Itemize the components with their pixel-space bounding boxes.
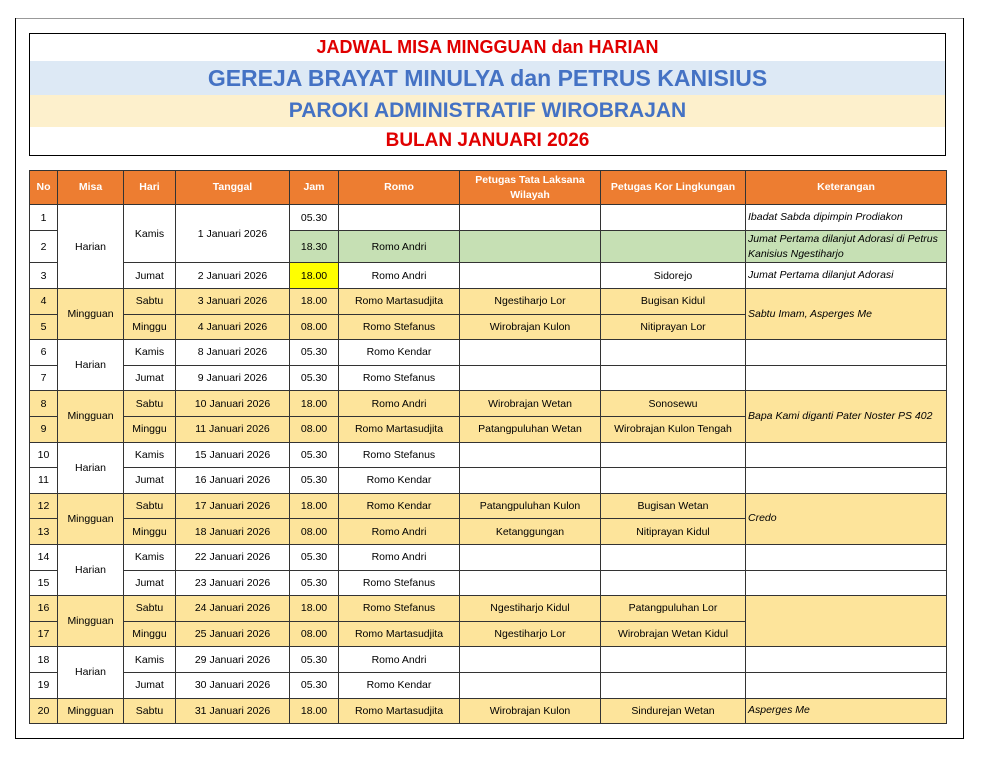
cell-kor xyxy=(601,340,746,366)
cell-ket xyxy=(746,442,947,468)
cell-jam: 05.30 xyxy=(290,570,339,596)
cell-jam: 05.30 xyxy=(290,365,339,391)
cell-tata xyxy=(460,468,601,494)
cell-tanggal: 25 Januari 2026 xyxy=(176,621,290,647)
header-kor: Petugas Kor Lingkungan xyxy=(601,171,746,205)
cell-romo xyxy=(339,205,460,231)
cell-tata: Ngestiharjo Kidul xyxy=(460,596,601,622)
header-ket: Keterangan xyxy=(746,171,947,205)
cell-hari: Jumat xyxy=(124,365,176,391)
cell-tanggal: 10 Januari 2026 xyxy=(176,391,290,417)
header-no: No xyxy=(30,171,58,205)
cell-romo: Romo Martasudjita xyxy=(339,698,460,724)
cell-kor: Sidorejo xyxy=(601,263,746,289)
cell-ket xyxy=(746,340,947,366)
cell-tata xyxy=(460,442,601,468)
cell-hari: Sabtu xyxy=(124,493,176,519)
cell-jam: 18.00 xyxy=(290,289,339,315)
cell-jam: 18.00 xyxy=(290,698,339,724)
cell-ket xyxy=(746,570,947,596)
cell-tata: Patangpuluhan Kulon xyxy=(460,493,601,519)
table-row xyxy=(30,493,947,519)
cell-tata: Wirobrajan Kulon xyxy=(460,698,601,724)
cell-hari: Sabtu xyxy=(124,698,176,724)
cell-tanggal: 1 Januari 2026 xyxy=(176,205,290,263)
cell-tata xyxy=(460,340,601,366)
cell-tata xyxy=(460,544,601,570)
cell-tanggal: 30 Januari 2026 xyxy=(176,672,290,698)
cell-romo: Romo Kendar xyxy=(339,672,460,698)
cell-tanggal: 11 Januari 2026 xyxy=(176,416,290,442)
cell-misa: Harian xyxy=(58,340,124,391)
cell-kor xyxy=(601,647,746,673)
cell-jam: 18.00 xyxy=(290,391,339,417)
cell-tata: Ketanggungan xyxy=(460,519,601,545)
table-row xyxy=(30,468,947,494)
cell-kor xyxy=(601,468,746,494)
table-row xyxy=(30,365,947,391)
cell-tanggal: 4 Januari 2026 xyxy=(176,314,290,340)
cell-kor xyxy=(601,570,746,596)
cell-tanggal: 29 Januari 2026 xyxy=(176,647,290,673)
cell-hari: Sabtu xyxy=(124,391,176,417)
cell-romo: Romo Martasudjita xyxy=(339,416,460,442)
cell-hari: Kamis xyxy=(124,205,176,263)
title-line-1: JADWAL MISA MINGGUAN dan HARIAN xyxy=(316,37,659,57)
cell-tata xyxy=(460,263,601,289)
cell-misa: Harian xyxy=(58,544,124,595)
cell-no: 2 xyxy=(30,231,58,263)
cell-jam: 18.30 xyxy=(290,231,339,263)
cell-ket xyxy=(746,672,947,698)
table-row xyxy=(30,340,947,366)
cell-jam: 05.30 xyxy=(290,468,339,494)
cell-tata xyxy=(460,231,601,263)
header-row xyxy=(30,171,947,205)
header-jam: Jam xyxy=(290,171,339,205)
cell-tata xyxy=(460,672,601,698)
table-row xyxy=(30,442,947,468)
cell-romo: Romo Andri xyxy=(339,647,460,673)
cell-no: 13 xyxy=(30,519,58,545)
title-line-3: PAROKI ADMINISTRATIF WIROBRAJAN xyxy=(30,95,945,127)
title-line-2: GEREJA BRAYAT MINULYA dan PETRUS KANISIUS xyxy=(30,61,945,95)
cell-tanggal: 17 Januari 2026 xyxy=(176,493,290,519)
cell-romo: Romo Martasudjita xyxy=(339,621,460,647)
cell-kor xyxy=(601,672,746,698)
cell-misa: Harian xyxy=(58,647,124,698)
cell-tanggal: 9 Januari 2026 xyxy=(176,365,290,391)
cell-tanggal: 16 Januari 2026 xyxy=(176,468,290,494)
cell-no: 10 xyxy=(30,442,58,468)
cell-hari: Minggu xyxy=(124,314,176,340)
cell-hari: Kamis xyxy=(124,647,176,673)
cell-tanggal: 18 Januari 2026 xyxy=(176,519,290,545)
cell-romo: Romo Andri xyxy=(339,231,460,263)
cell-hari: Kamis xyxy=(124,544,176,570)
cell-kor xyxy=(601,442,746,468)
cell-misa: Harian xyxy=(58,442,124,493)
cell-hari: Minggu xyxy=(124,519,176,545)
cell-tanggal: 3 Januari 2026 xyxy=(176,289,290,315)
cell-tata: Wirobrajan Wetan xyxy=(460,391,601,417)
header-hari: Hari xyxy=(124,171,176,205)
cell-ket xyxy=(746,596,947,647)
cell-no: 17 xyxy=(30,621,58,647)
cell-tata xyxy=(460,647,601,673)
cell-hari: Sabtu xyxy=(124,289,176,315)
table-row xyxy=(30,570,947,596)
cell-hari: Kamis xyxy=(124,340,176,366)
cell-jam: 18.00 xyxy=(290,493,339,519)
title-block xyxy=(29,33,946,156)
cell-ket: Asperges Me xyxy=(746,698,947,724)
cell-misa: Mingguan xyxy=(58,698,124,724)
cell-no: 15 xyxy=(30,570,58,596)
cell-no: 19 xyxy=(30,672,58,698)
cell-no: 16 xyxy=(30,596,58,622)
cell-misa: Mingguan xyxy=(58,289,124,340)
cell-tanggal: 8 Januari 2026 xyxy=(176,340,290,366)
cell-hari: Sabtu xyxy=(124,596,176,622)
cell-kor: Sindurejan Wetan xyxy=(601,698,746,724)
cell-no: 3 xyxy=(30,263,58,289)
table-row xyxy=(30,205,947,231)
table-row xyxy=(30,647,947,673)
cell-no: 7 xyxy=(30,365,58,391)
cell-jam: 05.30 xyxy=(290,544,339,570)
header-tata: Petugas Tata Laksana Wilayah xyxy=(460,171,601,205)
cell-kor: Nitiprayan Kidul xyxy=(601,519,746,545)
cell-tanggal: 15 Januari 2026 xyxy=(176,442,290,468)
cell-kor: Patangpuluhan Lor xyxy=(601,596,746,622)
cell-ket: Credo xyxy=(746,493,947,544)
cell-romo: Romo Andri xyxy=(339,544,460,570)
cell-tanggal: 2 Januari 2026 xyxy=(176,263,290,289)
table-row xyxy=(30,596,947,622)
cell-ket: Jumat Pertama dilanjut Adorasi xyxy=(746,263,947,289)
cell-romo: Romo Stefanus xyxy=(339,442,460,468)
cell-jam: 08.00 xyxy=(290,416,339,442)
cell-misa: Mingguan xyxy=(58,493,124,544)
cell-romo: Romo Martasudjita xyxy=(339,289,460,315)
cell-no: 8 xyxy=(30,391,58,417)
cell-kor: Bugisan Kidul xyxy=(601,289,746,315)
cell-romo: Romo Stefanus xyxy=(339,596,460,622)
cell-no: 14 xyxy=(30,544,58,570)
cell-tanggal: 22 Januari 2026 xyxy=(176,544,290,570)
cell-romo: Romo Kendar xyxy=(339,468,460,494)
cell-jam: 05.30 xyxy=(290,647,339,673)
cell-hari: Jumat xyxy=(124,468,176,494)
table-row xyxy=(30,544,947,570)
cell-jam: 05.30 xyxy=(290,442,339,468)
cell-hari: Jumat xyxy=(124,672,176,698)
cell-tata: Ngestiharjo Lor xyxy=(460,621,601,647)
cell-tanggal: 31 Januari 2026 xyxy=(176,698,290,724)
cell-tata xyxy=(460,570,601,596)
cell-jam: 08.00 xyxy=(290,519,339,545)
cell-kor: Nitiprayan Lor xyxy=(601,314,746,340)
cell-no: 5 xyxy=(30,314,58,340)
cell-misa: Mingguan xyxy=(58,391,124,442)
cell-ket: Sabtu Imam, Asperges Me xyxy=(746,289,947,340)
cell-no: 20 xyxy=(30,698,58,724)
cell-romo: Romo Stefanus xyxy=(339,365,460,391)
table-row xyxy=(30,391,947,417)
title-line-4: BULAN JANUARI 2026 xyxy=(385,130,590,151)
cell-ket xyxy=(746,647,947,673)
cell-kor: Bugisan Wetan xyxy=(601,493,746,519)
cell-ket: Bapa Kami diganti Pater Noster PS 402 xyxy=(746,391,947,442)
header-misa: Misa xyxy=(58,171,124,205)
cell-kor: Sonosewu xyxy=(601,391,746,417)
cell-romo: Romo Andri xyxy=(339,519,460,545)
table-row xyxy=(30,698,947,724)
cell-jam: 05.30 xyxy=(290,672,339,698)
cell-romo: Romo Stefanus xyxy=(339,570,460,596)
cell-romo: Romo Stefanus xyxy=(339,314,460,340)
cell-hari: Kamis xyxy=(124,442,176,468)
cell-tata xyxy=(460,205,601,231)
cell-kor xyxy=(601,231,746,263)
cell-ket xyxy=(746,544,947,570)
cell-hari: Jumat xyxy=(124,570,176,596)
cell-hari: Jumat xyxy=(124,263,176,289)
cell-no: 12 xyxy=(30,493,58,519)
cell-kor xyxy=(601,544,746,570)
cell-no: 1 xyxy=(30,205,58,231)
table-row xyxy=(30,289,947,315)
cell-ket: Jumat Pertama dilanjut Adorasi di Petrus Kanisius Ngestiharjo xyxy=(746,231,947,263)
cell-misa: Harian xyxy=(58,205,124,289)
cell-jam: 18.00 xyxy=(290,263,339,289)
cell-romo: Romo Andri xyxy=(339,391,460,417)
cell-romo: Romo Andri xyxy=(339,263,460,289)
cell-kor xyxy=(601,365,746,391)
cell-tanggal: 23 Januari 2026 xyxy=(176,570,290,596)
cell-kor: Wirobrajan Kulon Tengah xyxy=(601,416,746,442)
cell-tata xyxy=(460,365,601,391)
table-row xyxy=(30,672,947,698)
cell-jam: 08.00 xyxy=(290,314,339,340)
cell-hari: Minggu xyxy=(124,621,176,647)
cell-ket xyxy=(746,365,947,391)
cell-ket: Ibadat Sabda dipimpin Prodiakon xyxy=(746,205,947,231)
cell-ket xyxy=(746,468,947,494)
cell-no: 4 xyxy=(30,289,58,315)
cell-hari: Minggu xyxy=(124,416,176,442)
cell-no: 6 xyxy=(30,340,58,366)
header-tanggal: Tanggal xyxy=(176,171,290,205)
cell-jam: 18.00 xyxy=(290,596,339,622)
table-row xyxy=(30,263,947,289)
cell-tata: Wirobrajan Kulon xyxy=(460,314,601,340)
cell-tanggal: 24 Januari 2026 xyxy=(176,596,290,622)
cell-no: 18 xyxy=(30,647,58,673)
cell-kor: Wirobrajan Wetan Kidul xyxy=(601,621,746,647)
cell-kor xyxy=(601,205,746,231)
header-romo: Romo xyxy=(339,171,460,205)
cell-tata: Ngestiharjo Lor xyxy=(460,289,601,315)
cell-jam: 08.00 xyxy=(290,621,339,647)
schedule-table xyxy=(29,170,947,724)
cell-tata: Patangpuluhan Wetan xyxy=(460,416,601,442)
cell-misa: Mingguan xyxy=(58,596,124,647)
cell-jam: 05.30 xyxy=(290,205,339,231)
cell-romo: Romo Kendar xyxy=(339,340,460,366)
cell-no: 11 xyxy=(30,468,58,494)
cell-no: 9 xyxy=(30,416,58,442)
cell-romo: Romo Kendar xyxy=(339,493,460,519)
cell-jam: 05.30 xyxy=(290,340,339,366)
